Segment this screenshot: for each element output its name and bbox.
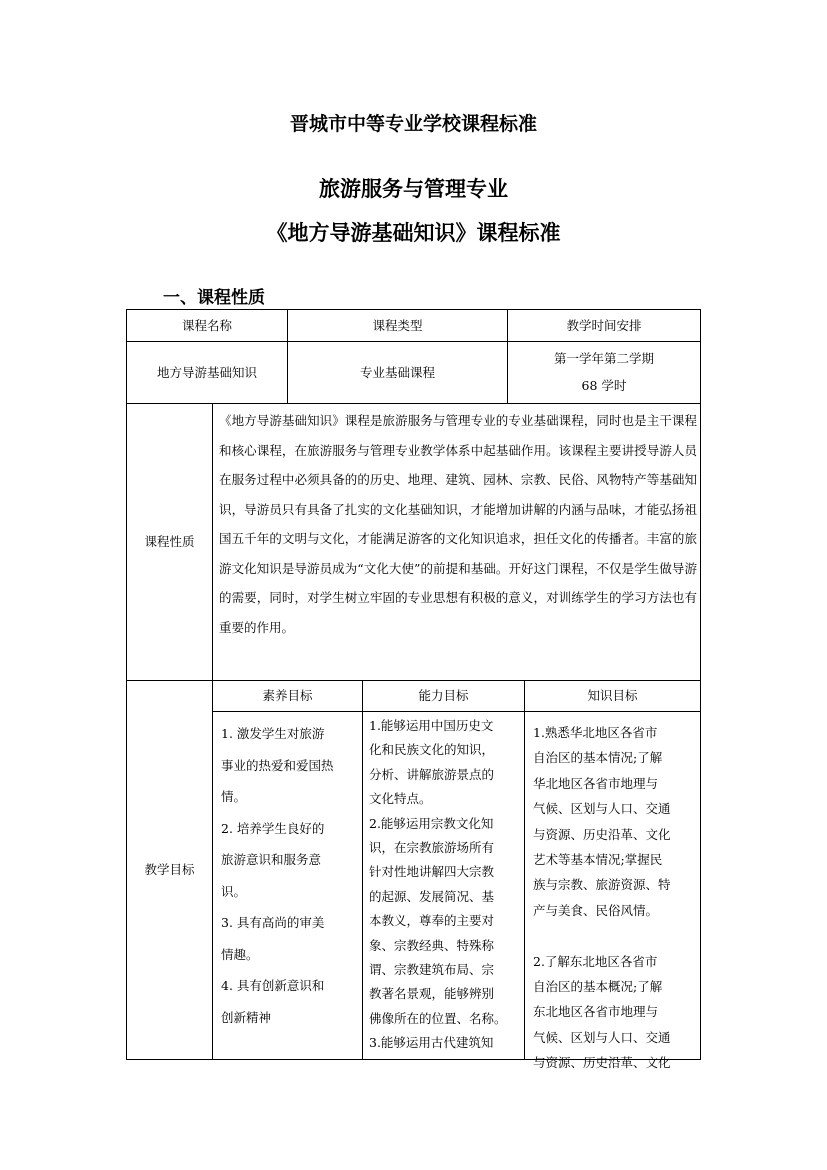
ability-goals-header: 能力目标: [418, 688, 469, 703]
knowledge-line: 与资源、历史沿革、文化: [533, 826, 671, 842]
ability-line: 化和民族文化的知识，: [369, 742, 495, 758]
quality-line: 识。: [221, 883, 247, 899]
quality-line: 情。: [221, 789, 247, 804]
knowledge-line: 华北地区各省市地理与: [533, 775, 659, 791]
knowledge-line: 气候、区划与人口、交通: [533, 801, 671, 817]
knowledge-line: 产与美食、民俗风情。: [533, 902, 659, 918]
course-title: 《地方导游基础知识》课程标准: [266, 220, 561, 245]
ability-line: 本教义，尊奉的主要对: [369, 913, 495, 929]
ability-goals-list: [369, 714, 523, 1056]
course-type-value: 专业基础课程: [359, 364, 435, 380]
knowledge-line: 族与宗教、旅游资源、特: [533, 877, 671, 893]
knowledge-line: 自治区的基本情况;了解: [533, 750, 663, 766]
ability-line: 识，在宗教旅游场所有: [369, 840, 495, 856]
school-title: 晋城市中等专业学校课程标准: [289, 113, 537, 135]
schedule-hours: 68 学时: [581, 378, 627, 393]
knowledge-line: 1.熟悉华北地区各省市: [533, 725, 658, 740]
knowledge-line: 与资源、历史沿革、文化: [533, 1055, 671, 1071]
ability-line: 象、宗教经典、特殊称: [369, 937, 495, 953]
ability-line: 佛像所在的位置、名称。: [369, 1010, 507, 1026]
major-title: 旅游服务与管理专业: [319, 176, 508, 201]
knowledge-line: [533, 923, 699, 948]
ability-line: 谓、宗教建筑布局、宗: [369, 962, 495, 978]
nature-label: 课程性质: [144, 534, 195, 549]
header-course-name: 课程名称: [181, 317, 232, 333]
quality-line: 情趣。: [221, 946, 259, 962]
quality-line: 2. 培养学生良好的: [221, 820, 325, 836]
ability-line: 针对性地讲解四大宗教: [369, 864, 495, 880]
knowledge-line: 艺术等基本情况;掌握民: [533, 852, 663, 868]
header-course-type: 课程类型: [372, 317, 423, 333]
quality-goals-header: 素养目标: [262, 688, 313, 703]
knowledge-line: 东北地区各省市地理与: [533, 1004, 659, 1020]
ability-line: 分析、讲解旅游景点的: [369, 766, 495, 782]
schedule-term: 第一学年第二学期: [553, 351, 654, 366]
quality-goals-list: [221, 718, 361, 1033]
course-name-value: 地方导游基础知识: [156, 364, 257, 380]
nature-text: 《地方导游基础知识》课程是旅游服务与管理专业的专业基础课程，同时也是主干课程和核心课程，在旅游服务与管理专业教学体系中起基础作用。该课程主要讲授导游人员在服务过程中必须具备的的历史、地理、建筑、园林、宗教、民俗、风物特产等基础知识，导游员只有具备了扎实的文化基础知识，才能增加讲解的内涵与品味，才能弘扬祖国五千年的文明与文化，才能满足游客的文化知识追求，担任文化的传播者。丰富的旅游文化知识是导游员成为“文化大使”的前提和基础。开好这门课程，不仅是学生做导游的需要，同时，对学生树立牢固的专业思想有积极的意义，对训练学生的学习方法也有重要的作用。: [219, 413, 697, 635]
goals-label: 教学目标: [144, 862, 195, 877]
quality-line: 4. 具有创新意识和: [221, 978, 325, 993]
quality-line: 1. 激发学生对旅游: [221, 726, 325, 741]
quality-line: 3. 具有高尚的审美: [221, 915, 325, 930]
knowledge-goals-header: 知识目标: [587, 688, 638, 703]
knowledge-line: 2.了解东北地区各省市: [533, 953, 658, 969]
ability-line: 教著名景观，能够辨别: [369, 986, 495, 1002]
header-schedule: 教学时间安排: [566, 317, 642, 333]
knowledge-goals-list: [533, 720, 699, 1076]
section-heading: 一、课程性质: [163, 288, 265, 308]
ability-line: 文化特点。: [369, 791, 432, 807]
ability-line: 2.能够运用宗教文化知: [369, 815, 494, 831]
ability-line: 3.能够运用古代建筑知: [369, 1035, 494, 1051]
ability-line: 的起源、发展简况、基: [369, 888, 495, 904]
ability-line: 1.能够运用中国历史文: [369, 718, 494, 733]
knowledge-line: 气候、区划与人口、交通: [533, 1029, 671, 1045]
quality-line: 旅游意识和服务意: [221, 852, 322, 867]
quality-line: 事业的热爱和爱国热: [221, 757, 334, 773]
schedule-value: [508, 345, 700, 403]
quality-line: 创新精神: [221, 1009, 272, 1025]
knowledge-line: 自治区的基本概况;了解: [533, 979, 663, 995]
